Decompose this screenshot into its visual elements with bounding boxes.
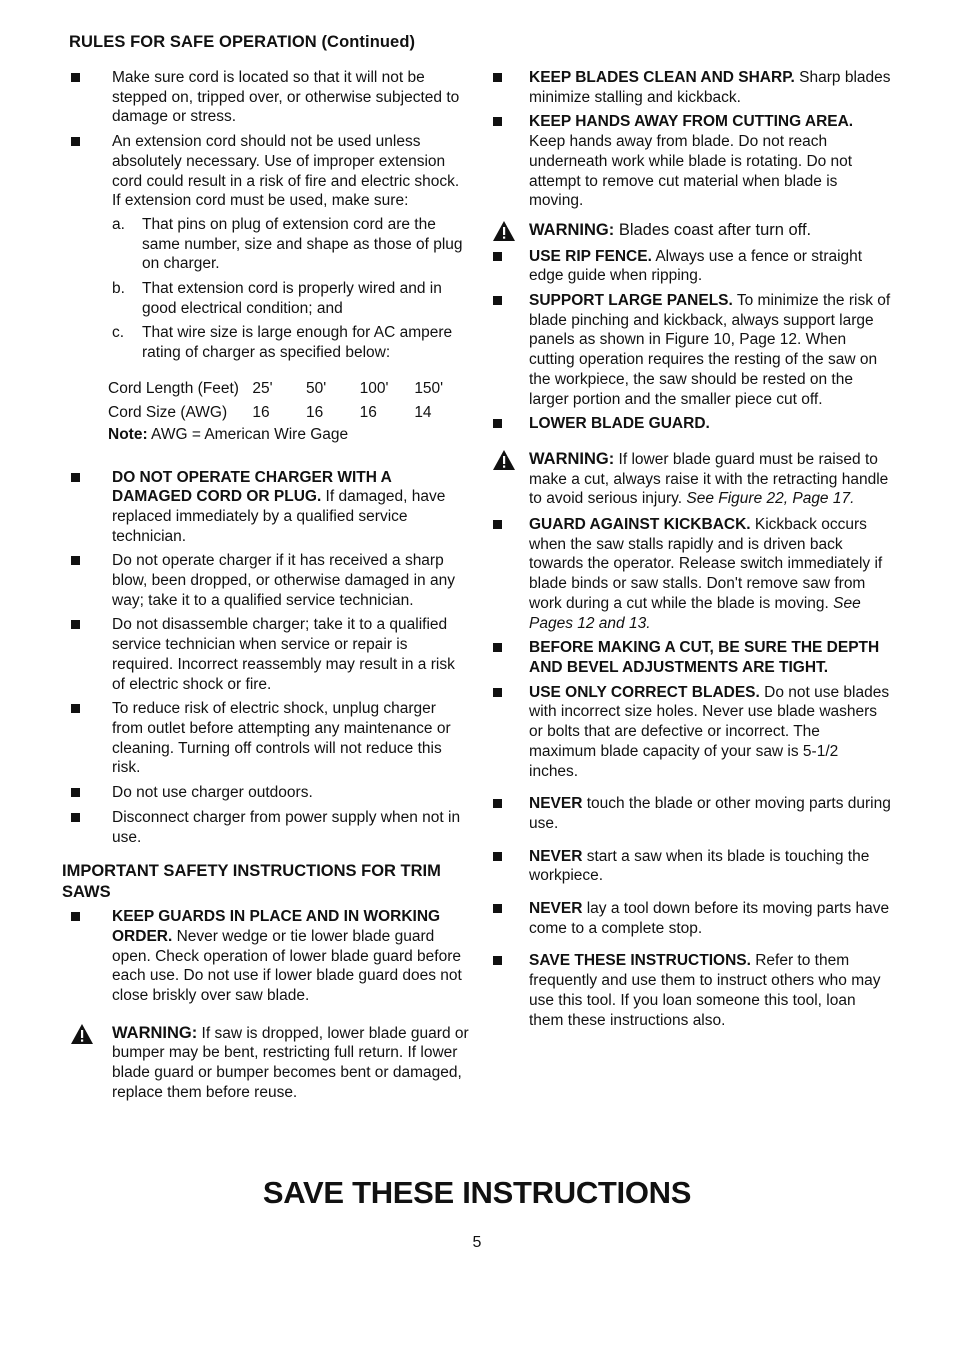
item-text: To reduce risk of electric shock, unplug charger from outlet before attempting any maintenance or cleaning. Turning off controls will not reduce this risk.	[112, 700, 451, 777]
bullet-icon	[493, 117, 502, 126]
table-note	[108, 425, 469, 445]
bullet-icon	[493, 799, 502, 808]
item-text: Disconnect charger from power supply when not in use.	[112, 808, 461, 846]
list-item	[69, 68, 469, 127]
item-bold: SAVE THESE INSTRUCTIONS.	[529, 952, 751, 970]
sub-item-label: b.	[112, 280, 125, 298]
warning-icon	[493, 450, 515, 470]
item-bold: USE ONLY CORRECT BLADES.	[529, 683, 760, 701]
bullet-icon	[71, 620, 80, 629]
bullet-icon	[71, 73, 80, 82]
list-item	[491, 414, 891, 434]
item-bold: LOWER BLADE GUARD.	[529, 415, 710, 433]
table-cell: 150'	[414, 379, 444, 397]
left-column	[62, 68, 469, 1109]
list-item	[491, 794, 891, 833]
sub-item	[112, 279, 469, 318]
bullet-icon	[71, 473, 80, 482]
warning-text: Blades coast after turn off.	[614, 220, 812, 239]
cord-table	[108, 377, 469, 425]
warning-reference: See Figure 22, Page 17.	[686, 490, 855, 508]
section-title: IMPORTANT SAFETY INSTRUCTIONS FOR TRIM SAWS	[62, 862, 441, 902]
bullet-icon	[71, 813, 80, 822]
list-item	[69, 907, 469, 1006]
list-item	[491, 291, 891, 409]
note-label: Note:	[108, 425, 148, 443]
list-item	[491, 247, 891, 286]
item-text: To minimize the risk of blade pinching and kickback, always support large panels as shown in Figure 10, Page 12. When cutting operation requires the resting of the saw on the workpiece, the saw should be rested on the larger portion and the smaller piece cut off.	[529, 292, 891, 408]
item-text: Kickback occurs when the saw stalls rapidly and is driven back towards the operator. Release switch immediately if blade binds or saw stalls. Don't remove saw from work during a cut while the blade is moving.	[529, 516, 883, 612]
item-text: Keep hands away from blade. Do not reach underneath work while blade is rotating. Do not attempt to remove cut material when blade is moving.	[529, 133, 853, 210]
item-text: lay a tool down before its moving parts have come to a complete stop.	[529, 900, 890, 937]
table-cell: 100'	[359, 379, 389, 397]
table-cell: 25'	[252, 379, 273, 397]
warning-label: WARNING:	[529, 220, 615, 239]
warning-label: WARNING:	[529, 449, 615, 468]
item-text: Do not disassemble charger; take it to a qualified service technician when service or repair is required. Incorrect reassembly may result in a risk of electric shock or fire.	[112, 616, 455, 693]
item-text: Refer to them frequently and use them to instruct others who may use this tool. If you loan someone this tool, loan them these instructions also.	[529, 952, 881, 1029]
list-item	[69, 468, 469, 547]
item-text: touch the blade or other moving parts during use.	[529, 795, 891, 832]
bullet-icon	[493, 296, 502, 305]
item-bold: USE RIP FENCE.	[529, 247, 652, 265]
list-item	[69, 699, 469, 778]
bullet-icon	[71, 704, 80, 713]
list-item	[69, 132, 469, 363]
item-bold: GUARD AGAINST KICKBACK.	[529, 516, 751, 534]
bullet-icon	[493, 252, 502, 261]
list-item	[491, 112, 891, 211]
page-header: RULES FOR SAFE OPERATION (Continued)	[69, 33, 416, 51]
warning-block	[491, 450, 891, 509]
bullet-icon	[493, 73, 502, 82]
item-bold: KEEP HANDS AWAY FROM CUTTING AREA.	[529, 113, 854, 131]
sub-item	[112, 215, 469, 274]
item-reference: See Pages 12 and 13.	[529, 594, 861, 632]
sub-item-text: That extension cord is properly wired and in good electrical condition; and	[142, 280, 442, 317]
warning-text: If lower blade guard must be raised to make a cut, always raise it with the retracting handle to avoid serious injury.	[529, 450, 889, 508]
bullet-icon	[493, 688, 502, 697]
item-bold: NEVER	[529, 900, 583, 918]
sub-item	[112, 323, 469, 362]
item-bold: NEVER	[529, 847, 583, 865]
table-cell: 14	[414, 403, 432, 421]
warning-text: If saw is dropped, lower blade guard or bumper may be bent, restricting full return. If lower blade guard or bumper becomes bent or damaged, replace them before reuse.	[112, 1024, 469, 1101]
footer-title: SAVE THESE INSTRUCTIONS	[262, 1175, 692, 1210]
item-bold: SUPPORT LARGE PANELS.	[529, 292, 733, 310]
bullet-icon	[493, 520, 502, 529]
sub-item-label: a.	[112, 215, 125, 233]
bullet-icon	[493, 643, 502, 652]
list-item	[69, 783, 469, 803]
table-cell: 16	[359, 403, 377, 421]
right-column	[491, 68, 891, 1035]
item-bold: BEFORE MAKING A CUT, BE SURE THE DEPTH AND BEVEL ADJUSTMENTS ARE TIGHT.	[529, 639, 880, 676]
page-number: 5	[472, 1234, 482, 1251]
table-cell: 16	[306, 403, 324, 421]
item-text: Do not use blades with incorrect size holes. Never use blade washers or bolts that are defective or incorrect. The maximum blade capacity of your saw is 5-1/2 inches.	[529, 683, 890, 780]
list-item	[491, 515, 891, 633]
table-cell: 50'	[306, 379, 327, 397]
item-text: Never wedge or tie lower blade guard open. Check operation of lower blade guard before each use. Do not use if lower blade guard does not close briskly over saw blade.	[112, 927, 462, 1005]
bullet-icon	[493, 419, 502, 428]
note-text: AWG = American Wire Gage	[147, 425, 349, 443]
table-row	[108, 377, 469, 401]
list-item	[69, 615, 469, 694]
row-header: Cord Size (AWG)	[108, 403, 228, 421]
warning-block	[491, 221, 891, 241]
sub-item-text: That wire size is large enough for AC ampere rating of charger as specified below:	[142, 324, 453, 362]
item-text: Always use a fence or straight edge guide when ripping.	[529, 247, 863, 285]
item-text: Do not operate charger if it has received a sharp blow, been dropped, or otherwise damaged in any way; take it to a qualified service technician.	[112, 552, 455, 609]
item-bold: KEEP GUARDS IN PLACE AND IN WORKING ORDER.	[112, 908, 441, 945]
list-item	[491, 68, 891, 107]
warning-label: WARNING:	[112, 1023, 198, 1042]
bullet-icon	[71, 788, 80, 797]
warning-icon	[71, 1024, 93, 1044]
item-bold: NEVER	[529, 795, 583, 813]
row-header: Cord Length (Feet)	[108, 379, 239, 397]
item-text: Sharp blades minimize stalling and kickback.	[529, 69, 891, 106]
bullet-icon	[71, 912, 80, 921]
item-bold: DO NOT OPERATE CHARGER WITH A DAMAGED CORD OR PLUG.	[112, 468, 392, 506]
list-item	[491, 899, 891, 938]
bullet-icon	[493, 904, 502, 913]
list-item	[491, 951, 891, 1030]
bullet-icon	[493, 852, 502, 861]
item-text: Do not use charger outdoors.	[112, 784, 313, 802]
bullet-icon	[71, 137, 80, 146]
list-item	[491, 847, 891, 886]
bullet-icon	[71, 556, 80, 565]
sub-item-label: c.	[112, 324, 125, 342]
item-bold: KEEP BLADES CLEAN AND SHARP.	[529, 69, 795, 86]
warning-icon	[493, 221, 515, 241]
item-text: Make sure cord is located so that it will not be stepped on, tripped over, or otherwise subjected to damage or stress.	[112, 69, 460, 126]
item-text: If damaged, have replaced immediately by a qualified service technician.	[112, 488, 446, 545]
bullet-icon	[493, 956, 502, 965]
list-item	[491, 638, 891, 677]
list-item	[69, 808, 469, 847]
item-text: start a saw when its blade is touching the workpiece.	[529, 847, 870, 885]
table-cell: 16	[252, 403, 270, 421]
sub-item-text: That pins on plug of extension cord are the same number, size and shape as those of plug on charger.	[142, 215, 463, 273]
warning-block	[69, 1024, 469, 1103]
list-item	[491, 683, 891, 782]
list-item	[69, 551, 469, 610]
table-row	[108, 401, 469, 425]
item-text: An extension cord should not be used unless absolutely necessary. Use of improper extension cord could result in a risk of fire and electric shock. If extension cord must be used, make sure:	[112, 133, 460, 210]
